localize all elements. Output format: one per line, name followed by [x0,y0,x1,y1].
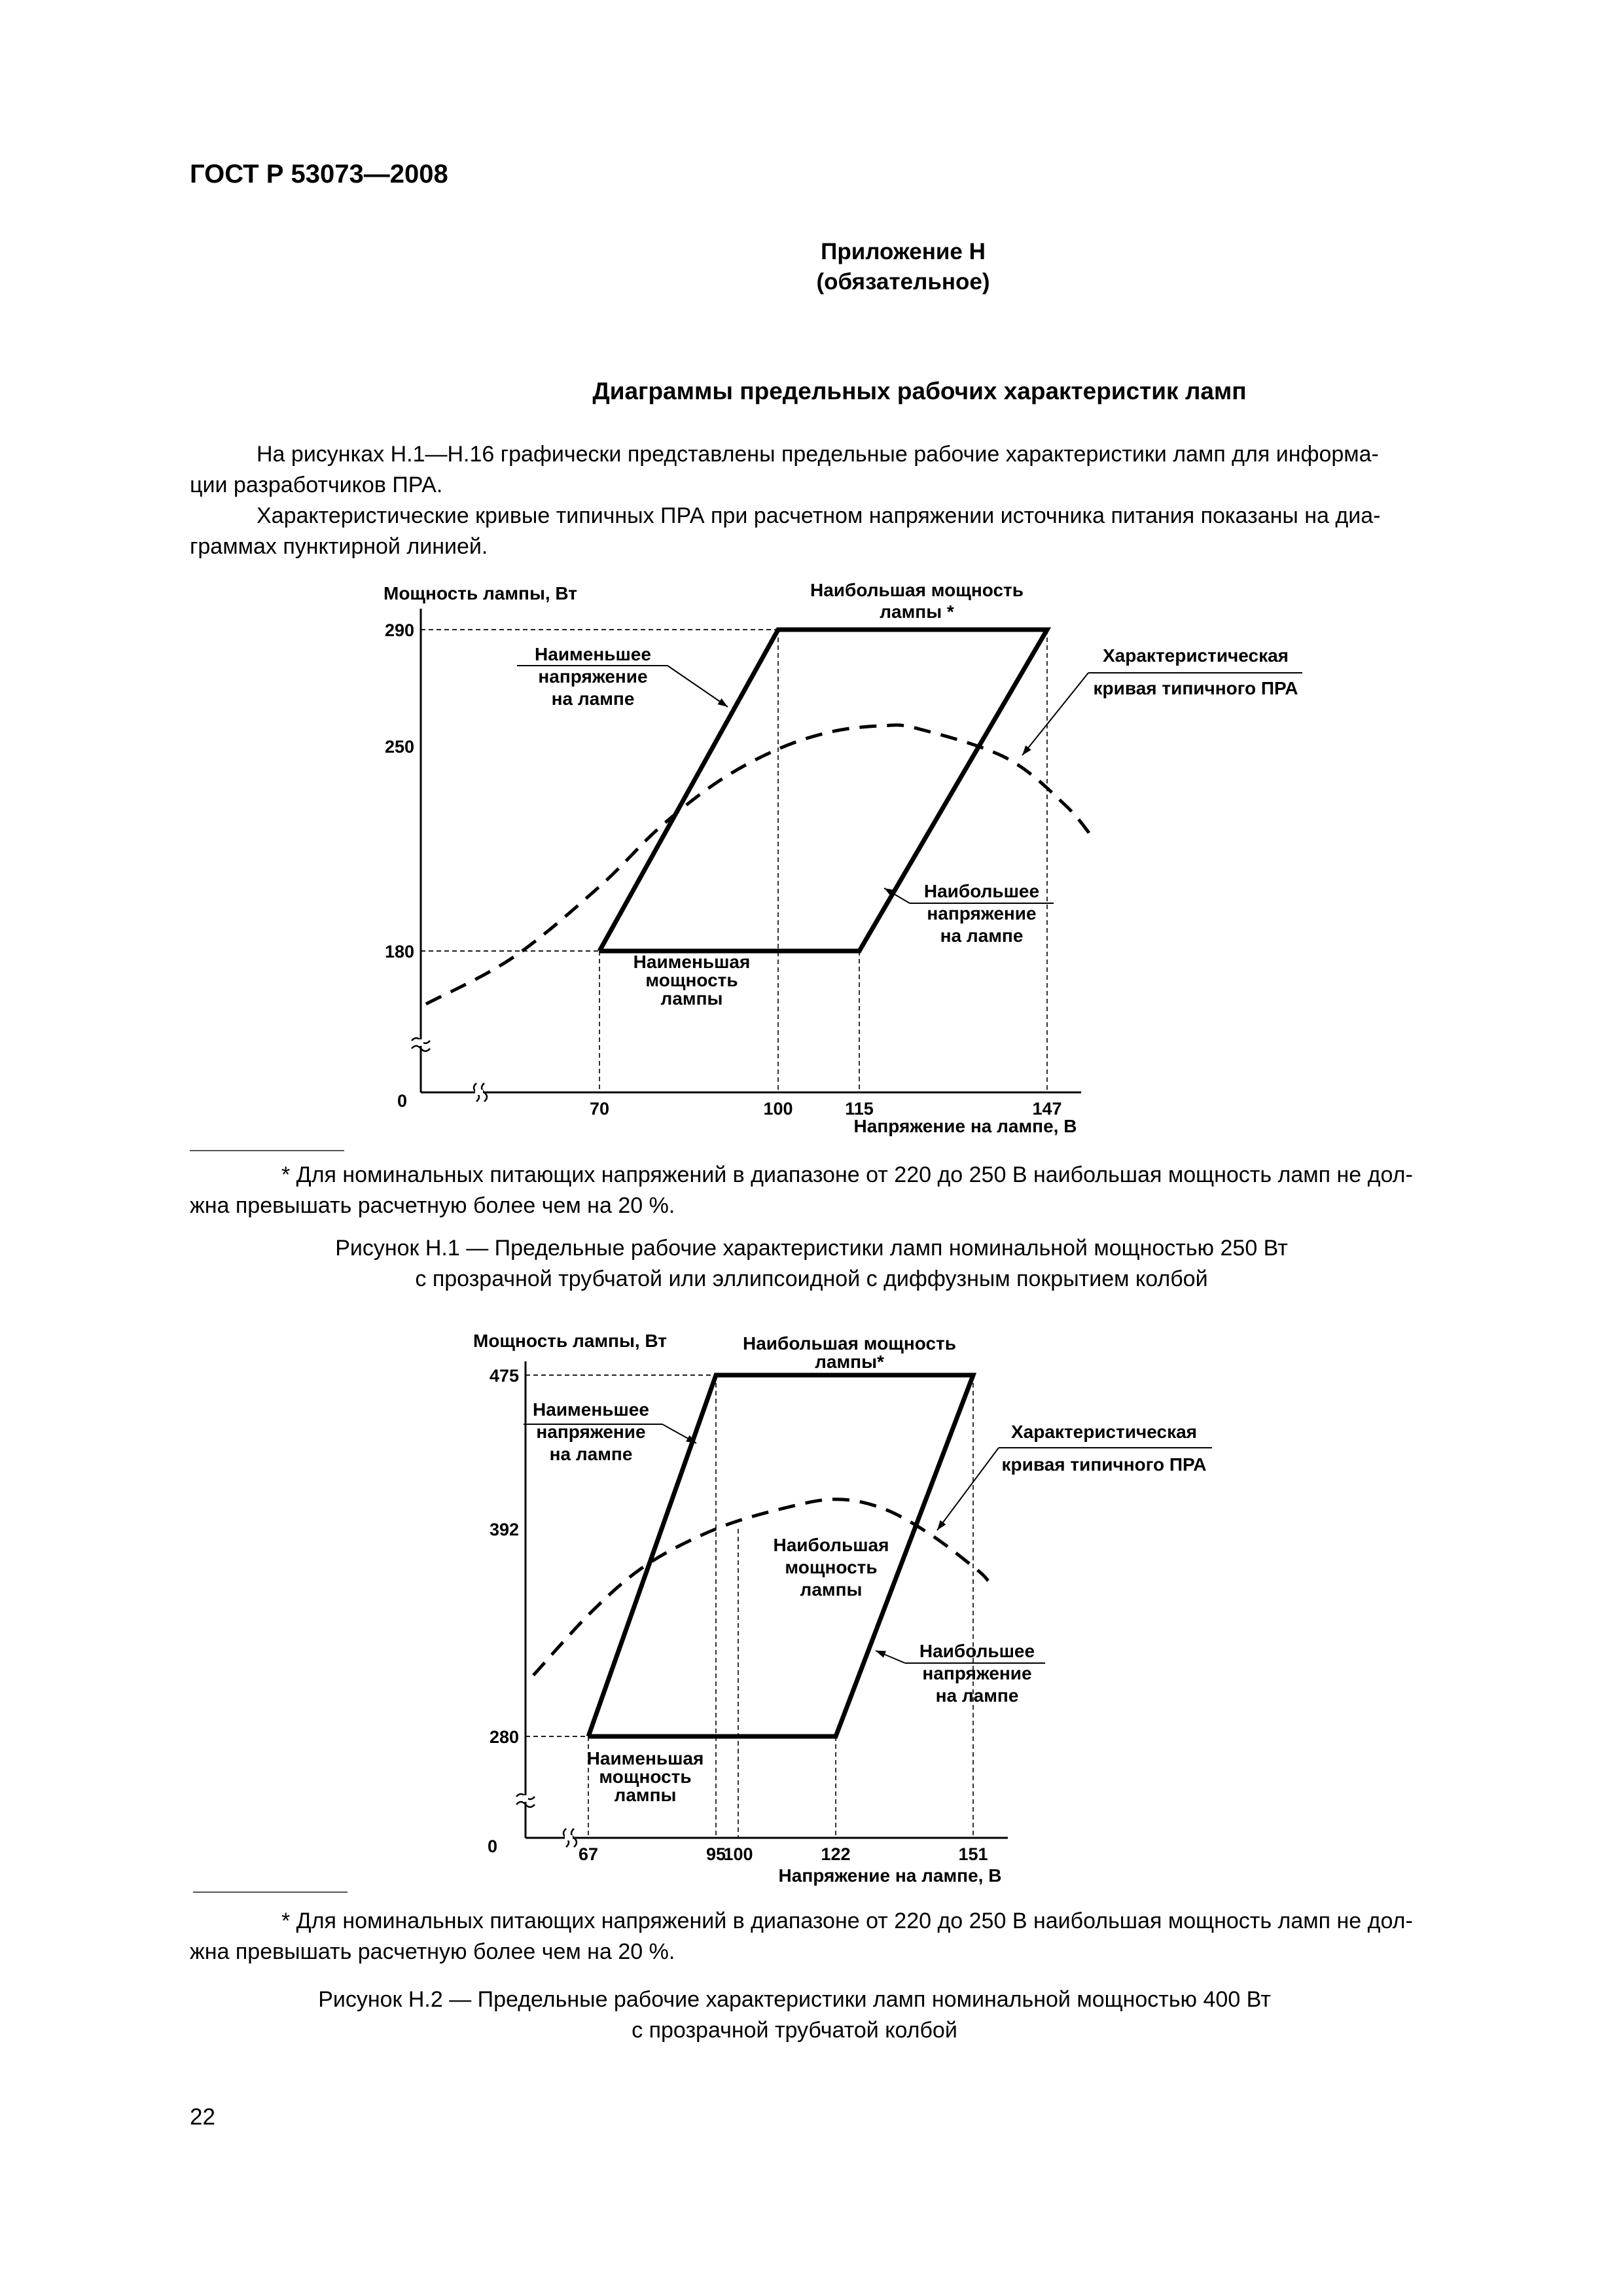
figure-h2-x-tick-label: 122 [821,1844,851,1864]
intro-p1-line1: На рисунках Н.1—Н.16 графически представлены предельные рабочие характеристики ламп для информа- [257,442,1379,467]
figure-h1-x-tick-label: 147 [1032,1099,1062,1119]
figure-h1-max-power-label: лампы * [880,601,954,622]
figure-h2-x-tick-label: 67 [578,1844,599,1864]
figure-h2-leader-line [937,1448,999,1530]
figure-h2-y-axis-break-gap [523,1795,528,1802]
figure-h1-min-voltage-label: на лампе [551,689,635,709]
figure-h1-y-tick-label: 250 [384,737,414,757]
figure-h2-max-voltage-label: Наибольшее [919,1641,1035,1661]
figure-h2-max-voltage-label: на лампе [935,1685,1019,1706]
document-header: ГОСТ Р 53073—2008 [190,160,448,188]
figure-h2-x-tick-label: 100 [723,1844,753,1864]
footnote-h2-line1: * Для номинальных питающих напряжений в диапазоне от 220 до 250 В наибольшая мощность ламп не дол- [281,1909,1413,1933]
footnote-rule [193,1892,348,1893]
figure-h2-min-voltage-label: Наименьшее [533,1399,649,1420]
appendix-title: Приложение Н [821,239,986,264]
figure-h2-y-axis-label: Мощность лампы, Вт [473,1331,667,1351]
figure-h1-leader-line [668,666,728,707]
figure-h1-max-voltage-label: на лампе [940,925,1024,946]
figure-h1-caption-line2: с прозрачной трубчатой или эллипсоидной с диффузным покрытием колбой [415,1266,1208,1291]
page-number: 22 [190,2104,215,2130]
figure-h1-min-power-label: Наименьшая [633,952,751,972]
figure-h2-min-voltage-label: напряжение [536,1422,646,1442]
figure-h2-max-power-label: Наибольшая мощность [743,1333,956,1354]
figure-h1-ballast-curve [426,725,1094,1004]
figure-h2-min-voltage-label: на лампе [549,1444,633,1464]
figure-h2-leader-arrow [937,1520,946,1530]
figure-h2-center-label: лампы [800,1579,863,1600]
figure-h1-ballast-label: Характеристическая [1103,645,1289,666]
figure-h1-ballast-label: кривая типичного ПРА [1093,678,1298,698]
figure-h1-x-tick-label: 115 [845,1099,874,1119]
figure-h2-footnote [190,1906,1499,1967]
figure-h2-center-label: Наибольшая [773,1535,889,1555]
figure-h1-leader-arrow [717,698,728,707]
figure-h1-leader-arrow [1022,745,1031,755]
figure-h1-min-voltage-label: Наименьшее [535,644,651,664]
intro-p1-line2: ции разработчиков ПРА. [190,473,443,497]
intro-p2-line2: граммах пунктирной линией. [190,534,488,559]
figure-h1-origin-label: 0 [397,1091,407,1111]
figure-h1-x-tick-label: 70 [589,1099,610,1119]
figure-h1-footnote [190,1160,1499,1221]
figure-h2-x-tick-label: 151 [958,1844,988,1864]
intro-p2-line1: Характеристические кривые типичных ПРА при расчетном напряжении источника питания показаны на диа- [257,503,1381,528]
figure-h1-leader-line [1022,673,1088,755]
figure-h2-x-axis-break-gap [565,1835,573,1840]
figure-h1-caption-line1: Рисунок Н.1 — Предельные рабочие характеристики ламп номинальной мощностью 250 Вт [335,1236,1288,1261]
footnote-h2-line2: жна превышать расчетную более чем на 20 %. [190,1939,675,1964]
figure-h1-y-axis-label: Мощность лампы, Вт [383,583,577,603]
figure-h1-y-axis-break-gap [418,1039,423,1046]
figure-h2-ballast-label: кривая типичного ПРА [1001,1454,1207,1475]
figure-h1-y-tick-label: 290 [384,620,414,640]
figure-h1-max-voltage-label: Наибольшее [923,881,1040,901]
figure-h2-origin-label: 0 [487,1837,497,1856]
figure-h2-center-label: мощность [785,1557,878,1577]
figure-h2-max-voltage-label: напряжение [922,1663,1032,1683]
figure-h1-max-voltage-label: напряжение [927,903,1037,924]
figure-h1-min-power-label: мощность [645,970,738,990]
figure-h2-limit-polygon [588,1375,973,1736]
figure-h1-y-tick-label: 180 [384,942,414,961]
figure-h1-min-power-label: лампы [660,988,723,1009]
figure-h2-x-tick-label: 95 [705,1844,726,1864]
figure-h2-y-tick-label: 280 [489,1727,519,1747]
footnote-h1-line2: жна превышать расчетную более чем на 20 %. [190,1193,675,1218]
figure-h2-caption-line1: Рисунок Н.2 — Предельные рабочие характеристики ламп номинальной мощностью 400 Вт [318,1987,1271,2012]
section-title: Диаграммы предельных рабочих характеристик ламп [592,378,1247,404]
figure-h2-min-power-label: Наименьшая [586,1748,704,1768]
figure-h2-x-axis-label: Напряжение на лампе, В [778,1865,1002,1886]
footnote-rule [190,1150,344,1151]
figure-h2-ballast-label: Характеристическая [1011,1422,1197,1442]
figure-h2-y-tick-label: 392 [489,1520,519,1539]
figure-h2-min-power-label: мощность [599,1767,692,1787]
figure-h2-y-tick-label: 475 [489,1366,519,1386]
figure-h2-min-power-label: лампы [614,1785,677,1805]
figure-h2-leader-arrow [876,1651,886,1658]
figure-h2-max-power-label: лампы* [815,1352,884,1372]
appendix-note: (обязательное) [816,269,990,295]
figure-h1-x-axis-break-gap [475,1090,483,1095]
figure-h1-x-tick-label: 100 [763,1099,793,1119]
figure-h1-max-power-label: Наибольшая мощность [810,580,1024,600]
footnote-h1-line1: * Для номинальных питающих напряжений в диапазоне от 220 до 250 В наибольшая мощность ламп не дол- [281,1162,1413,1187]
figure-h1-min-voltage-label: напряжение [538,666,648,687]
figure-h2-caption-line2: с прозрачной трубчатой колбой [632,2018,957,2043]
figure-h1-x-axis-label: Напряжение на лампе, В [853,1116,1077,1136]
